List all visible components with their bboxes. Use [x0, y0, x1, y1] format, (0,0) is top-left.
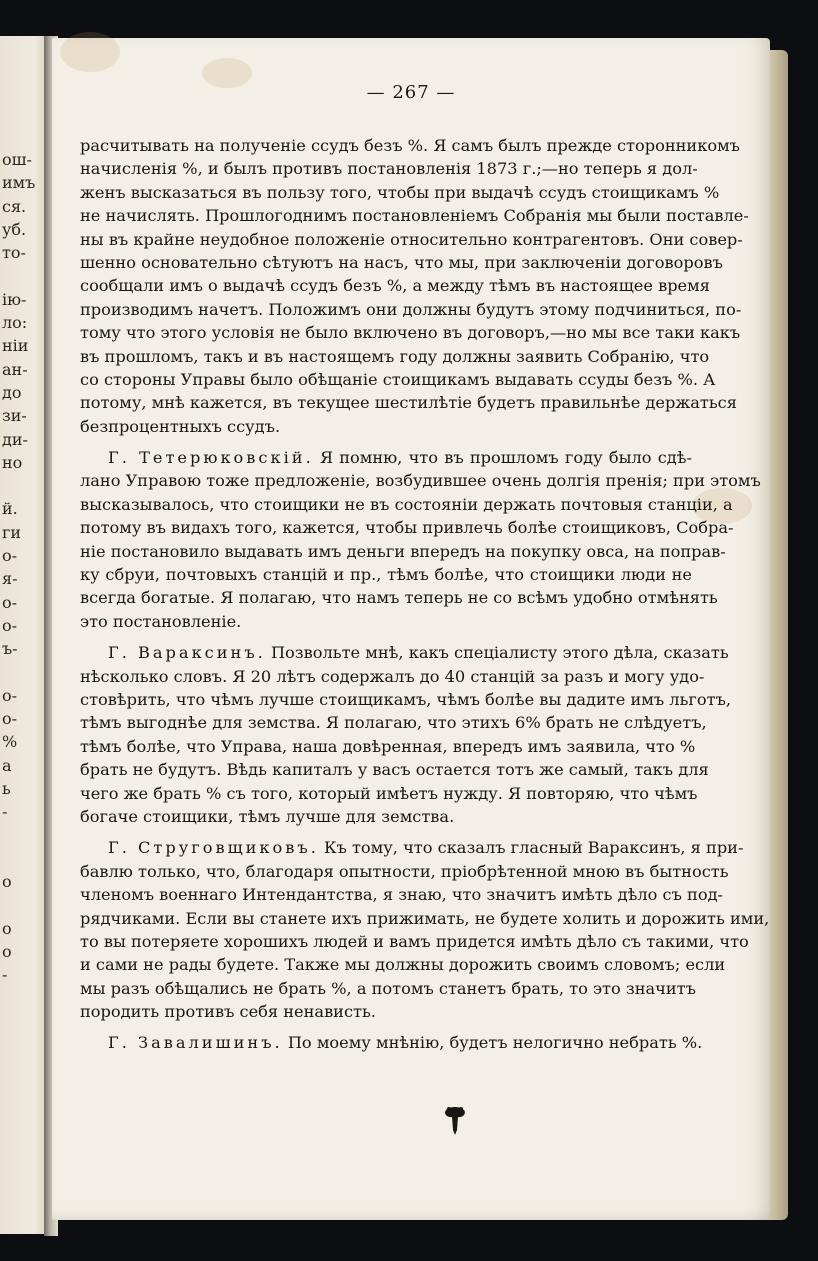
previous-page	[0, 36, 48, 1234]
previous-page-fragment: о-	[2, 709, 18, 729]
speaker-name: Г. Струговщиковъ.	[108, 838, 319, 858]
previous-page-fragment: -	[2, 802, 8, 822]
text-line: мы разъ обѣщались не брать %, а потомъ станетъ брать, то это значитъ	[80, 978, 696, 998]
text-line: потому, мнѣ кажется, въ текущее шестилѣтіе будетъ правильнѣе держаться	[80, 393, 737, 413]
speech-text: Къ тому, что сказалъ гласный Вараксинъ, я при-	[324, 838, 744, 858]
speaker-name: Г. Тетерюковскій.	[108, 448, 314, 468]
text-line: ніе постановило выдавать имъ деньги впередъ на покупку овса, на поправ-	[80, 541, 726, 561]
page-number: — 267 —	[366, 82, 456, 103]
previous-page-fragment: о	[2, 872, 12, 892]
text-line: это постановленіе.	[80, 611, 242, 631]
paragraph-gap	[80, 1023, 692, 1031]
text-line: не начислять. Прошлогоднимъ постановленіемъ Собранія мы были поставле-	[80, 206, 749, 226]
book-page	[52, 38, 770, 1220]
previous-page-fragments	[0, 148, 35, 987]
paragraph	[80, 134, 749, 438]
text-line: стовѣрить, что чѣмъ лучше стоищикамъ, чѣмъ болѣе вы дадите имъ льготъ,	[80, 689, 732, 709]
speaker-name: Г. Завалишинъ.	[108, 1033, 283, 1053]
text-line: шенно основательно сѣтуютъ на насъ, что мы, при заключеніи договоровъ	[80, 252, 723, 272]
previous-page-fragment: о-	[2, 685, 18, 705]
text-line: въ прошломъ, такъ и въ настоящемъ году должны заявить Собранію, что	[80, 346, 710, 366]
previous-page-fragment: о-	[2, 592, 18, 612]
speaker-name: Г. Вараксинъ.	[108, 643, 266, 663]
previous-page-fragment	[0, 661, 35, 684]
previous-page-fragment: ніи	[2, 336, 29, 356]
text-line: всегда богатые. Я полагаю, что намъ теперь не со всѣмъ удобно отмѣнять	[80, 588, 718, 608]
previous-page-fragment: о	[2, 918, 12, 938]
previous-page-fragment: ош-	[2, 150, 32, 169]
text-line: тѣмъ выгоднѣе для земства. Я полагаю, что этихъ 6% брать не слѣдуетъ,	[80, 713, 707, 733]
previous-page-fragment: о	[2, 942, 12, 962]
text-line: бавлю только, что, благодаря опытности, пріобрѣтенной мною въ бытность	[80, 861, 729, 881]
text-line: и сами не рады будете. Также мы должны дорожить своимъ словомъ; если	[80, 955, 726, 975]
paragraph-gap	[80, 633, 692, 641]
text-line: рядчиками. Если вы станете ихъ прижимать, не будете холить и дорожить ими,	[80, 908, 770, 928]
text-line: производимъ начетъ. Положимъ они должны будутъ этому подчиниться, по-	[80, 299, 742, 319]
previous-page-fragment: %	[2, 732, 18, 752]
previous-page-fragment: ь	[2, 779, 11, 799]
text-line: членомъ военнаго Интендантства, я знаю, что значитъ имѣть дѣло съ под-	[80, 885, 724, 905]
speech-text: По моему мнѣнію, будетъ нелогично небрать %.	[287, 1033, 703, 1053]
text-line: потому въ видахъ того, кажется, чтобы привлечь болѣе стоищиковъ, Собра-	[80, 518, 734, 538]
paragraph	[80, 1031, 703, 1054]
text-line: брать не будутъ. Вѣдь капиталъ у васъ остается тотъ же самый, такъ для	[80, 760, 709, 780]
previous-page-fragment: зи-	[2, 406, 27, 426]
text-line: сообщали имъ о выдачѣ ссудъ безъ %, а между тѣмъ въ настоящее время	[80, 276, 710, 296]
previous-page-fragment: -	[2, 965, 8, 985]
previous-page-fragment: й.	[2, 499, 18, 519]
printer-ornament-icon	[440, 1104, 470, 1138]
previous-page-fragment: ло:	[2, 313, 28, 333]
previous-page-fragment: ся.	[2, 196, 27, 216]
previous-page-fragment: имъ	[2, 173, 36, 193]
text-line: тому что этого условія не было включено въ договоръ,—но мы все таки какъ	[80, 323, 741, 343]
previous-page-fragment	[0, 894, 35, 917]
previous-page-fragment: ію-	[2, 289, 27, 309]
text-line	[80, 836, 744, 859]
paragraph	[80, 836, 770, 1023]
text-line	[80, 1031, 703, 1054]
paragraph-gap	[80, 438, 692, 446]
previous-page-fragment: ан-	[2, 359, 28, 379]
previous-page-fragment: я-	[2, 569, 18, 589]
text-line: высказывалось, что стоищики не въ состояніи держать почтовыя станціи, а	[80, 494, 733, 514]
previous-page-fragment: до	[2, 382, 22, 402]
previous-page-fragment: а	[2, 755, 12, 775]
text-line	[80, 641, 729, 664]
text-line: ку сбруи, почтовыхъ станцій и пр., тѣмъ болѣе, что стоищики люди не	[80, 565, 692, 585]
previous-page-fragment: о-	[2, 615, 18, 635]
text-line: богаче стоищики, тѣмъ лучше для земства.	[80, 806, 455, 826]
text-line: то вы потеряете хорошихъ людей и вамъ придется имѣть дѣло съ такими, что	[80, 931, 749, 951]
previous-page-fragment: ъ-	[2, 639, 18, 659]
speech-text: Я помню, что въ прошломъ году было сдѣ-	[319, 448, 692, 468]
paragraph-gap	[80, 828, 692, 836]
speech-text: Позвольте мнѣ, какъ спеціалисту этого дѣла, сказать	[270, 643, 729, 663]
text-line: чего же брать % съ того, который имѣетъ нужду. Я повторяю, что чѣмъ	[80, 783, 698, 803]
text-line: безпроцентныхъ ссудъ.	[80, 416, 281, 436]
paragraph	[80, 446, 761, 633]
text-line	[80, 446, 692, 469]
previous-page-fragment	[0, 847, 35, 870]
text-line: со стороны Управы было обѣщаніе стоищикамъ выдавать ссуды безъ %. А	[80, 369, 716, 389]
text-line: нѣсколько словъ. Я 20 лѣтъ содержалъ до 40 станцій за разъ и могу удо-	[80, 666, 705, 686]
previous-page-fragment: уб.	[2, 219, 27, 239]
previous-page-fragment	[0, 264, 35, 287]
text-line: расчитывать на полученіе ссудъ безъ %. Я самъ былъ прежде сторонникомъ	[80, 136, 740, 155]
text-line: лано Управою тоже предложеніе, возбудившее очень долгія пренія; при этомъ	[80, 471, 761, 491]
previous-page-fragment: ги	[2, 522, 22, 542]
previous-page-fragment: о-	[2, 546, 18, 566]
text-line: породить противъ себя ненависть.	[80, 1002, 376, 1022]
previous-page-fragment: ди-	[2, 429, 28, 449]
paragraph	[80, 641, 732, 828]
text-line: начисленія %, и былъ противъ постановленія 1873 г.;—но теперь я дол-	[80, 159, 698, 179]
previous-page-fragment: то-	[2, 243, 26, 263]
text-line: женъ высказаться въ пользу того, чтобы при выдачѣ ссудъ стоищикамъ %	[80, 182, 720, 202]
text-line: ны въ крайне неудобное положеніе относительно контрагентовъ. Они совер-	[80, 229, 743, 249]
previous-page-fragment	[0, 474, 35, 497]
text-line: тѣмъ болѣе, что Управа, наша довѣренная, впередъ имъ заявила, что %	[80, 736, 696, 756]
body-text	[80, 134, 770, 1055]
paper-stain	[60, 32, 120, 72]
previous-page-fragment	[0, 824, 35, 847]
previous-page-fragment: но	[2, 452, 23, 472]
